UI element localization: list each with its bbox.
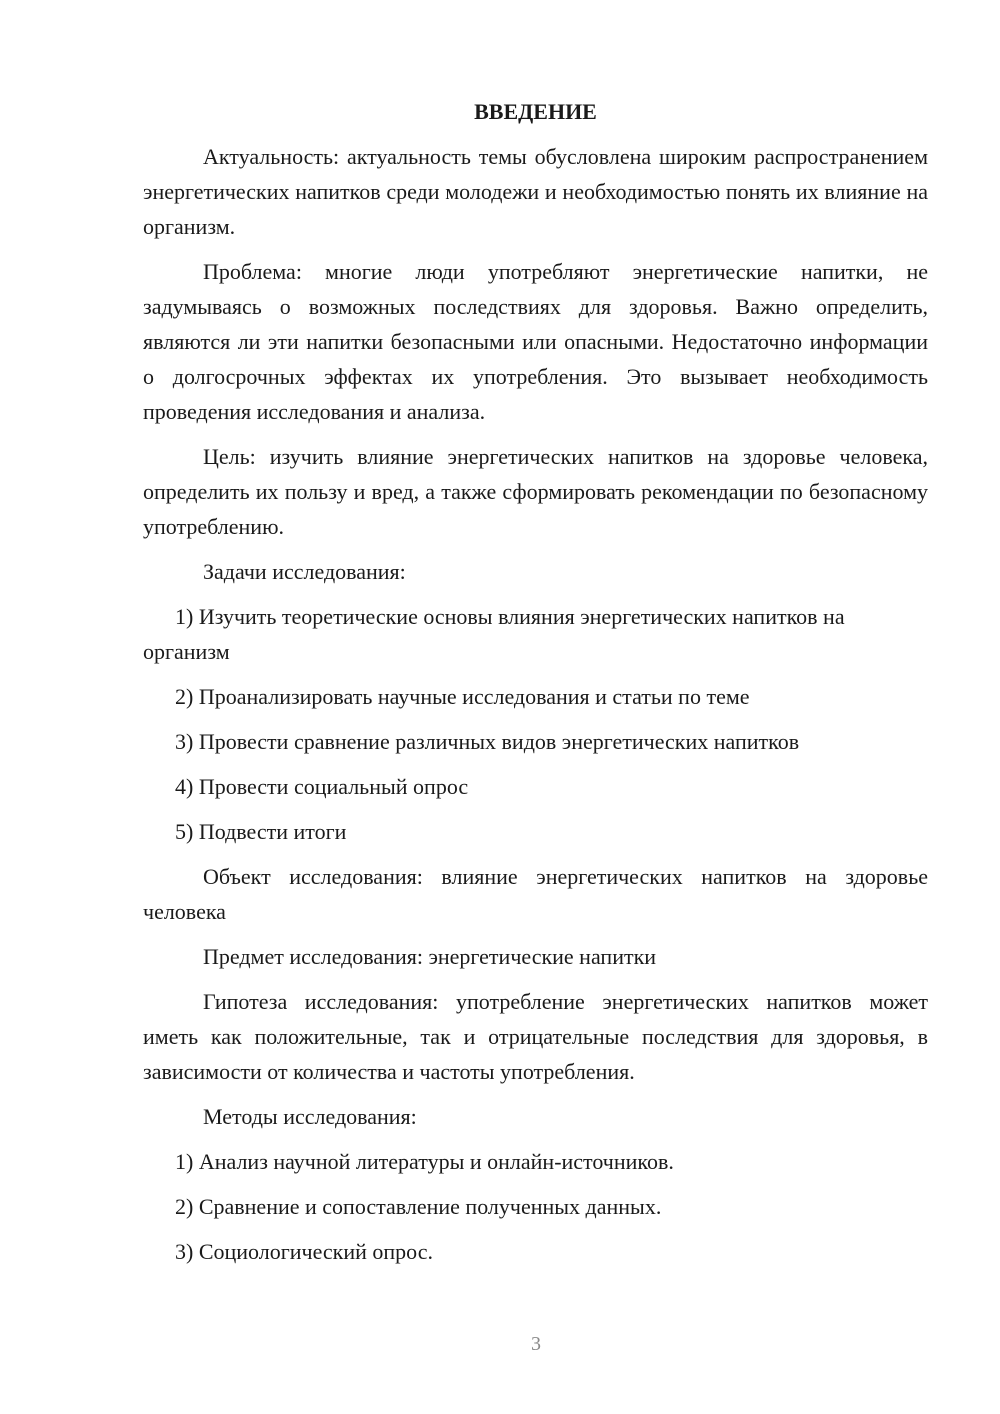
task-item: 5) Подвести итоги [175, 819, 347, 844]
page-title: ВВЕДЕНИЕ [474, 99, 597, 124]
method-item: 2) Сравнение и сопоставление полученных данных. [175, 1194, 662, 1219]
method-item: 1) Анализ научной литературы и онлайн-источников. [175, 1149, 674, 1174]
task-item: 2) Проанализировать научные исследования и статьи по теме [175, 684, 750, 709]
method-item: 3) Социологический опрос. [175, 1239, 433, 1264]
methods-heading: Методы исследования: [203, 1104, 417, 1129]
relevance-paragraph: Актуальность: актуальность темы обусловлена широким распространением энергетических напитков среди молодежи и необходимостью понять их влияние на организм. [143, 144, 928, 239]
goal-paragraph: Цель: изучить влияние энергетических напитков на здоровье человека, определить их пользу и вред, а также сформировать рекомендации по безопасному употреблению. [143, 444, 928, 539]
task-item: 3) Провести сравнение различных видов энергетических напитков [175, 729, 800, 754]
problem-paragraph: Проблема: многие люди употребляют энергетические напитки, не задумываясь о возможных последствиях для здоровья. Важно определить, являются ли эти напитки безопасными или опасными. Недостаточно информации о долгосрочных эффектах их употребления. Это вызывает необходимость проведения исследования и анализа. [143, 259, 928, 424]
page-number: 3 [531, 1333, 541, 1355]
task-item: 4) Провести социальный опрос [175, 774, 469, 799]
task-item: 1) Изучить теоретические основы влияния энергетических напитков на организм [143, 604, 845, 664]
subject-paragraph: Предмет исследования: энергетические напитки [203, 944, 657, 969]
tasks-heading: Задачи исследования: [203, 559, 406, 584]
hypothesis-paragraph: Гипотеза исследования: употребление энергетических напитков может иметь как положительные, так и отрицательные последствия для здоровья, в зависимости от количества и частоты употребления. [143, 989, 928, 1084]
object-paragraph: Объект исследования: влияние энергетических напитков на здоровье человека [143, 864, 928, 924]
document-page [143, 94, 928, 1279]
